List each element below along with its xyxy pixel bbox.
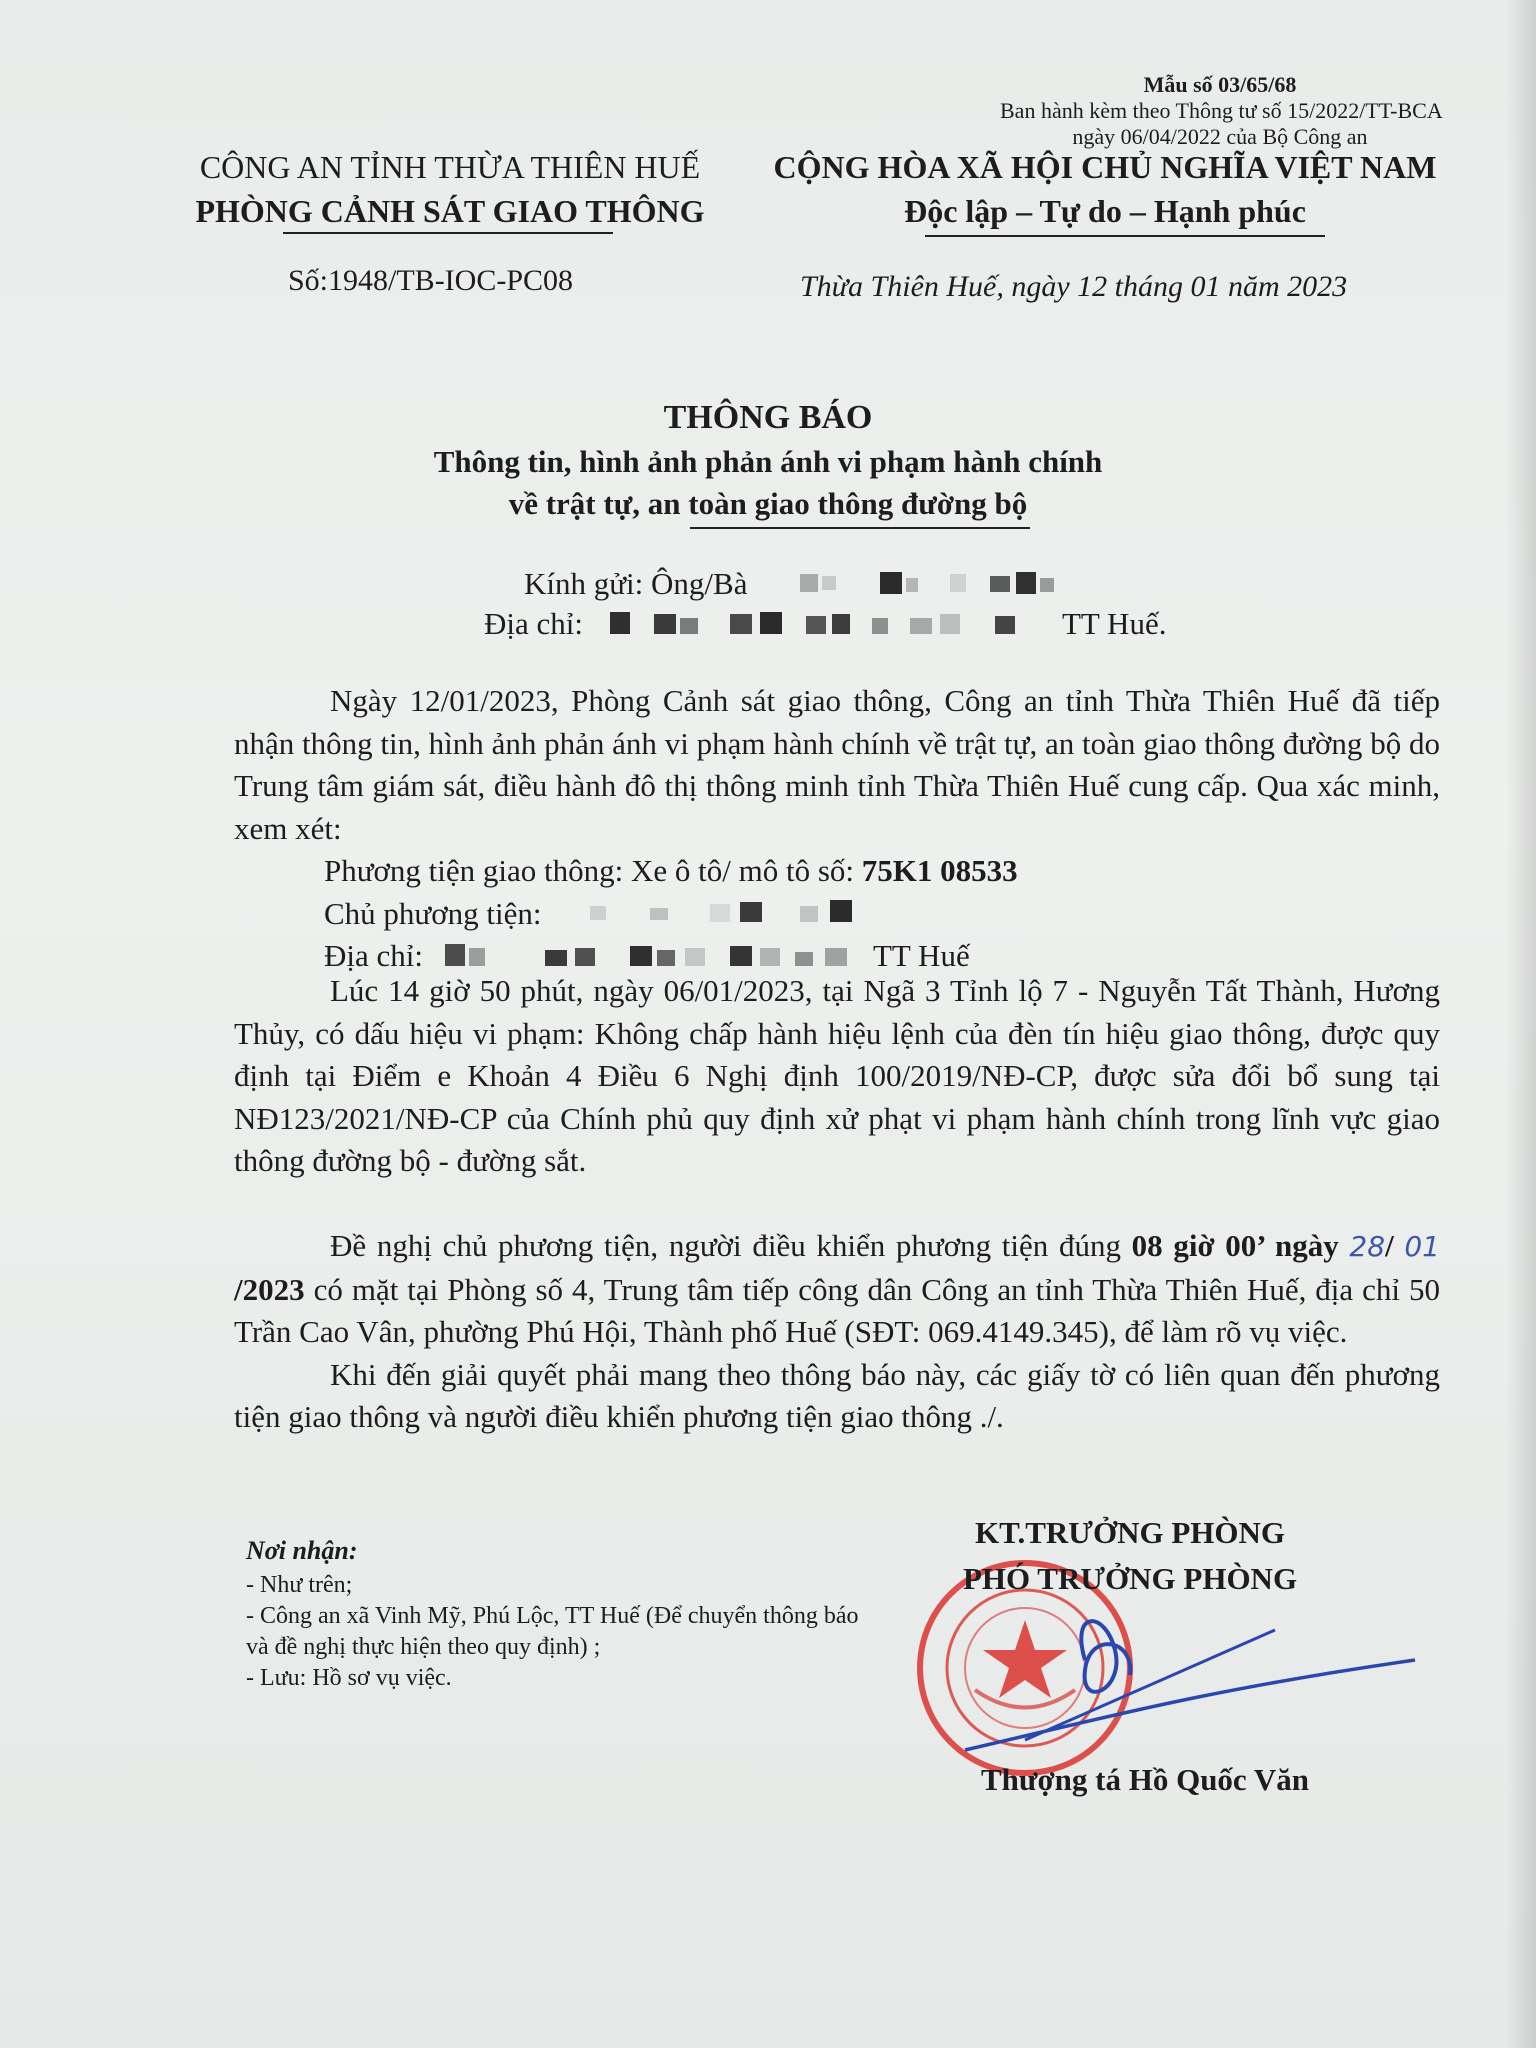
receiver-item: - Công an xã Vinh Mỹ, Phú Lộc, TT Huế (Để chuyển thông báo và đề nghị thực hiện theo quy định) ; xyxy=(246,1603,859,1660)
receiver-item: - Lưu: Hồ sơ vụ việc. xyxy=(246,1665,452,1691)
nation-motto: Độc lập – Tự do – Hạnh phúc xyxy=(904,193,1306,229)
vehicle-line xyxy=(234,850,1440,893)
signature-block xyxy=(890,1510,1370,1602)
request-day: 28 xyxy=(1349,1230,1386,1263)
redacted-owner-address xyxy=(445,942,875,968)
request-text xyxy=(234,1225,1440,1354)
vehicle-plate: 75K1 08533 xyxy=(861,853,1018,888)
redacted-address xyxy=(610,610,1040,636)
doc-number: Số:1948/TB-IOC-PC08 xyxy=(288,264,574,297)
page-edge-shadow xyxy=(1506,0,1536,2048)
signature-line2: PHÓ TRƯỞNG PHÒNG xyxy=(962,1561,1298,1596)
request-pre: Đề nghị chủ phương tiện, người điều khiển phương tiện đúng xyxy=(330,1228,1132,1263)
body-intro-block xyxy=(234,680,1440,978)
agency-parent: CÔNG AN TỈNH THỪA THIÊN HUẾ xyxy=(199,149,701,185)
signature-line1: KT.TRƯỞNG PHÒNG xyxy=(975,1515,1285,1550)
nation-header xyxy=(740,145,1470,233)
receivers-heading: Nơi nhận: xyxy=(246,1536,358,1565)
agency-underline xyxy=(283,232,613,234)
receiver-item: - Như trên; xyxy=(246,1572,353,1598)
vehicle-label: Phương tiện giao thông: Xe ô tô/ mô tô số: xyxy=(324,853,862,888)
redacted-name xyxy=(800,570,1060,596)
receivers-block xyxy=(246,1535,866,1694)
violation-block xyxy=(234,970,1440,1183)
title-block xyxy=(150,395,1386,525)
recipient-address-suffix: TT Huế. xyxy=(1062,606,1167,641)
title-underline xyxy=(690,527,1030,529)
owner-address-suffix: TT Huế xyxy=(873,938,970,973)
doc-title: THÔNG BÁO xyxy=(663,399,873,436)
request-sep: / xyxy=(1385,1228,1405,1263)
violation-text: Lúc 14 giờ 50 phút, ngày 06/01/2023, tại Ngã 3 Tỉnh lộ 7 - Nguyễn Tất Thành, Hương Thủy, có dấu hiệu vi phạm: Không chấp hành hiệu lệnh của đèn tín hiệu giao thông, được quy định tại Điểm e Khoản 4 Điều 6 Nghị định 100/2019/NĐ-CP, được sửa đổi bổ sung tại NĐ123/2021/NĐ-CP của Chính phủ quy định xử phạt vi phạm hành chính trong lĩnh vực giao thông đường bộ - đường sắt. xyxy=(234,973,1440,1178)
request-month: 01 xyxy=(1404,1230,1440,1263)
form-code-block xyxy=(1000,72,1443,150)
recipient-address-label: Địa chỉ: xyxy=(484,606,583,641)
request-post: có mặt tại Phòng số 4, Trung tâm tiếp công dân Công an tỉnh Thừa Thiên Huế, địa chỉ 50 Trần Cao Vân, phường Phú Hội, Thành phố Huế (SĐT: 069.4149.345), để làm rõ vụ việc. xyxy=(234,1271,1440,1349)
request-year: /2023 xyxy=(234,1271,305,1307)
place-date: Thừa Thiên Huế, ngày 12 tháng 01 năm 2023 xyxy=(800,270,1348,303)
owner-label: Chủ phương tiện: xyxy=(324,895,542,931)
form-issued-line2: ngày 06/04/2022 của Bộ Công an xyxy=(1072,124,1368,149)
form-issued-line1: Ban hành kèm theo Thông tư số 15/2022/TT-BCA xyxy=(1000,98,1443,123)
motto-underline xyxy=(925,235,1325,237)
doc-subtitle-1: Thông tin, hình ảnh phản ánh vi phạm hành chính xyxy=(433,444,1103,479)
agency-header xyxy=(150,145,750,233)
signer-name: Thượng tá Hồ Quốc Văn xyxy=(980,1762,1310,1797)
nation-name: CỘNG HÒA XÃ HỘI CHỦ NGHĨA VIỆT NAM xyxy=(773,149,1437,185)
recipient-greeting: Kính gửi: Ông/Bà xyxy=(524,566,748,601)
request-block xyxy=(234,1225,1440,1439)
redacted-owner xyxy=(590,898,870,924)
agency-unit: PHÒNG CẢNH SÁT GIAO THÔNG xyxy=(195,193,705,229)
closing-text: Khi đến giải quyết phải mang theo thông báo này, các giấy tờ có liên quan đến phương tiện giao thông và người điều khiển phương tiện giao thông ./. xyxy=(234,1356,1440,1434)
body-intro: Ngày 12/01/2023, Phòng Cảnh sát giao thông, Công an tỉnh Thừa Thiên Huế đã tiếp nhận thông tin, hình ảnh phản ánh vi phạm hành chính về trật tự, an toàn giao thông đường bộ do Trung tâm giám sát, điều hành đô thị thông minh tỉnh Thừa Thiên Huế cung cấp. Qua xác minh, xem xét: xyxy=(234,683,1440,846)
request-time: 08 giờ 00’ ngày xyxy=(1131,1228,1350,1263)
owner-address-label: Địa chỉ: xyxy=(324,938,423,973)
form-code: Mẫu số 03/65/68 xyxy=(1143,72,1297,97)
doc-subtitle-2: về trật tự, an toàn giao thông đường bộ xyxy=(508,486,1028,521)
